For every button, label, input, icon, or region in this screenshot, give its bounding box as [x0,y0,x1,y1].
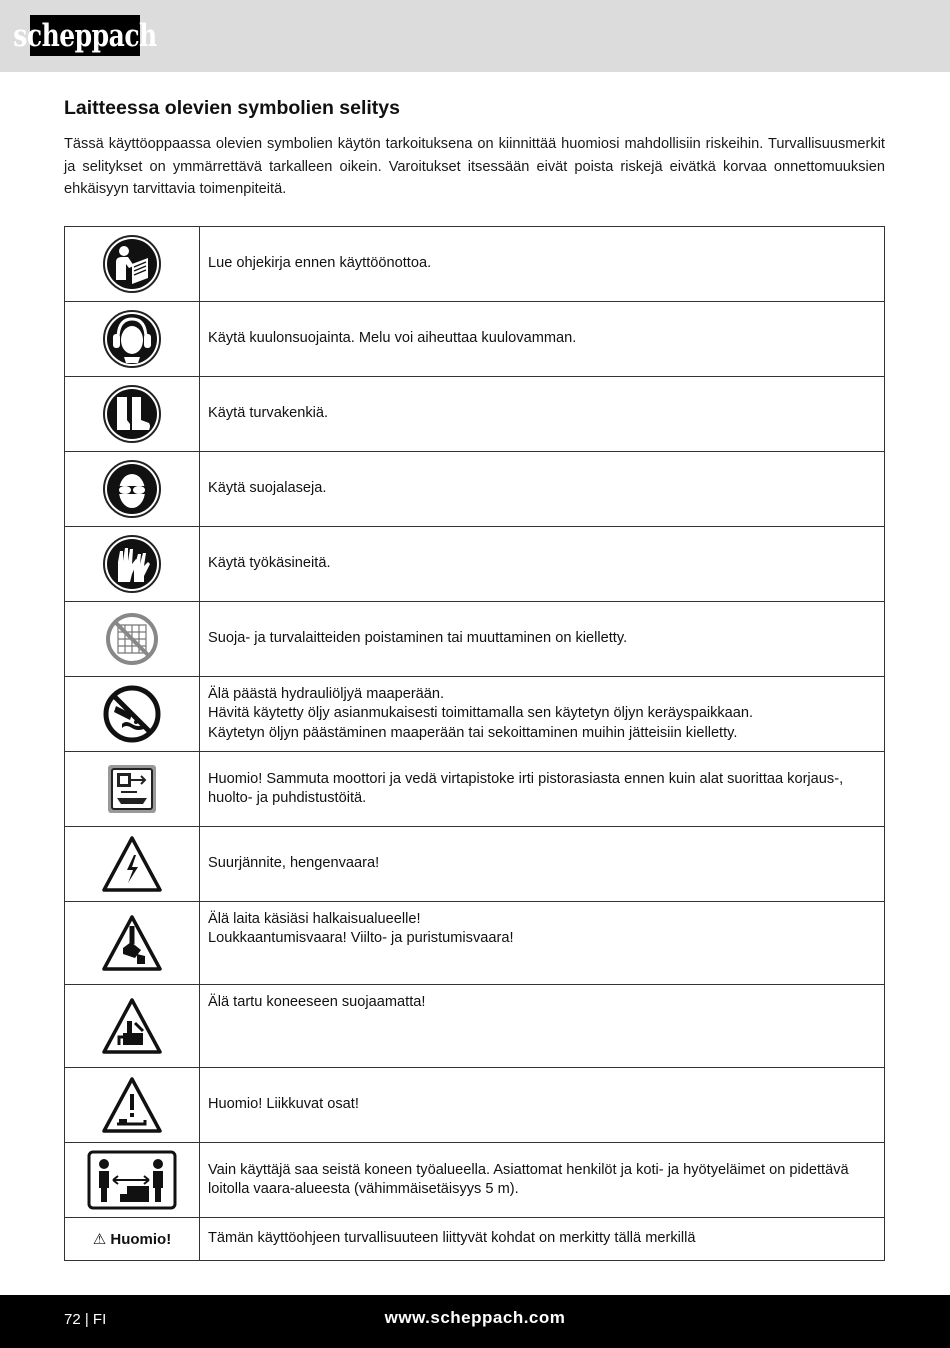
symbol-row [65,902,885,985]
high-voltage-icon [65,835,199,893]
page-number: 72 | FI [64,1311,107,1328]
description-line: Älä tartu koneeseen suojaamatta! [208,994,426,1010]
symbol-description [200,602,885,677]
symbol-row [65,227,885,302]
symbol-icon-cell [65,1068,200,1143]
notice-text: Tämän käyttöohjeen turvallisuuteen liittyvät kohdat on merkitty tällä merkillä [200,1218,885,1261]
symbol-row [65,985,885,1068]
symbol-icon-cell [65,302,200,377]
read-manual-icon [65,234,199,294]
description-line: Käytetyn öljyn päästäminen maaperään tai sekoittaminen muihin jätteisiin kielletty. [208,724,738,741]
description-line: Huomio! Liikkuvat osat! [208,1096,359,1113]
symbol-icon-cell [65,527,200,602]
symbol-row [65,377,885,452]
symbol-row [65,1143,885,1218]
symbol-description [200,377,885,452]
description-line: Lue ohjekirja ennen käyttöönottoa. [208,255,432,272]
hand-crush-warning-icon [65,914,199,972]
symbol-description [200,302,885,377]
symbol-row [65,827,885,902]
symbol-icon-cell [65,985,200,1068]
symbol-icon-cell [65,602,200,677]
description-line: Loukkaantumisvaara! Viilto- ja puristumisvaara! [208,930,514,947]
notice-label-cell [65,1218,200,1261]
moving-parts-warning-icon [65,1076,199,1134]
symbol-icon-cell [65,227,200,302]
header-bar [0,0,950,72]
description-line: Vain käyttäjä saa seistä koneen työalueella. Asiattomat henkilöt ja koti- ja hyötyeläimet on pidettävä loitolla vaara-alueesta (vähimmäisetäisyys 5 m). [208,1161,849,1197]
symbol-icon-cell [65,827,200,902]
safety-goggles-icon [65,459,199,519]
symbol-row [65,677,885,752]
symbol-description [200,752,885,827]
symbol-description [200,227,885,302]
brand-logo: scheppach [30,15,140,56]
description-line: Älä päästä hydrauliöljyä maaperään. [208,686,445,703]
gloves-icon [65,534,199,594]
description-line: Käytä suojalaseja. [208,480,327,497]
description-line: Käytä työkäsineitä. [208,555,331,572]
symbol-row [65,302,885,377]
description-line: Suoja- ja turvalaitteiden poistaminen tai muuttaminen on kielletty. [208,630,628,647]
symbol-description [200,677,885,752]
symbol-icon-cell [65,452,200,527]
unplug-before-maintenance-icon [65,764,199,814]
no-oil-dumping-icon [65,684,199,744]
description-line: Käytä turvakenkiä. [208,405,329,422]
symbol-row [65,527,885,602]
description-line: Älä laita käsiäsi halkaisualueelle! [208,911,421,927]
unguarded-machine-warning-icon [65,997,199,1055]
symbol-description [200,1143,885,1218]
symbol-row [65,1068,885,1143]
no-guard-removal-icon [65,611,199,667]
symbol-description [200,1068,885,1143]
symbol-icon-cell [65,752,200,827]
description-line: Suurjännite, hengenvaara! [208,855,380,872]
symbol-description [200,527,885,602]
symbol-icon-cell [65,677,200,752]
notice-label: ⚠ Huomio! [92,1230,172,1248]
ear-protection-icon [65,309,199,369]
footer-bar [0,1295,950,1348]
description-line: Hävitä käytetty öljy asianmukaisesti toimittamalla sen käytetyn öljyn keräyspaikkaan. [208,705,754,722]
notice-row [65,1218,885,1261]
symbol-description [200,452,885,527]
keep-distance-icon [65,1150,199,1210]
description-line: Käytä kuulonsuojainta. Melu voi aiheuttaa kuulovamman. [208,330,577,347]
website-url: www.scheppach.com [384,1308,566,1327]
symbol-icon-cell [65,377,200,452]
section-title: Laitteessa olevien symbolien selitys [64,97,400,119]
symbol-row [65,752,885,827]
symbol-icon-cell [65,1143,200,1218]
symbol-row [65,602,885,677]
intro-paragraph: Tässä käyttöoppaassa olevien symbolien käytön tarkoituksena on kiinnittää huomiosi mahdollisiin riskeihin. Turvallisuusmerkit ja selitykset on ymmärrettävä tarkalleen oikein. Varoitukset itsessään eivät poista riskejä eivätkä korvaa onnettomuuksien ehkäisyyn tarvittavia toimenpiteitä. [64,136,885,197]
symbol-icon-cell [65,902,200,985]
description-line: Huomio! Sammuta moottori ja vedä virtapistoke irti pistorasiasta ennen kuin alat suorittaa korjaus-, huolto- ja puhdistustöitä. [208,770,844,806]
symbol-table [64,226,885,1261]
symbol-description [200,902,885,985]
symbol-row [65,452,885,527]
safety-boots-icon [65,384,199,444]
symbol-description [200,827,885,902]
symbol-description [200,985,885,1068]
